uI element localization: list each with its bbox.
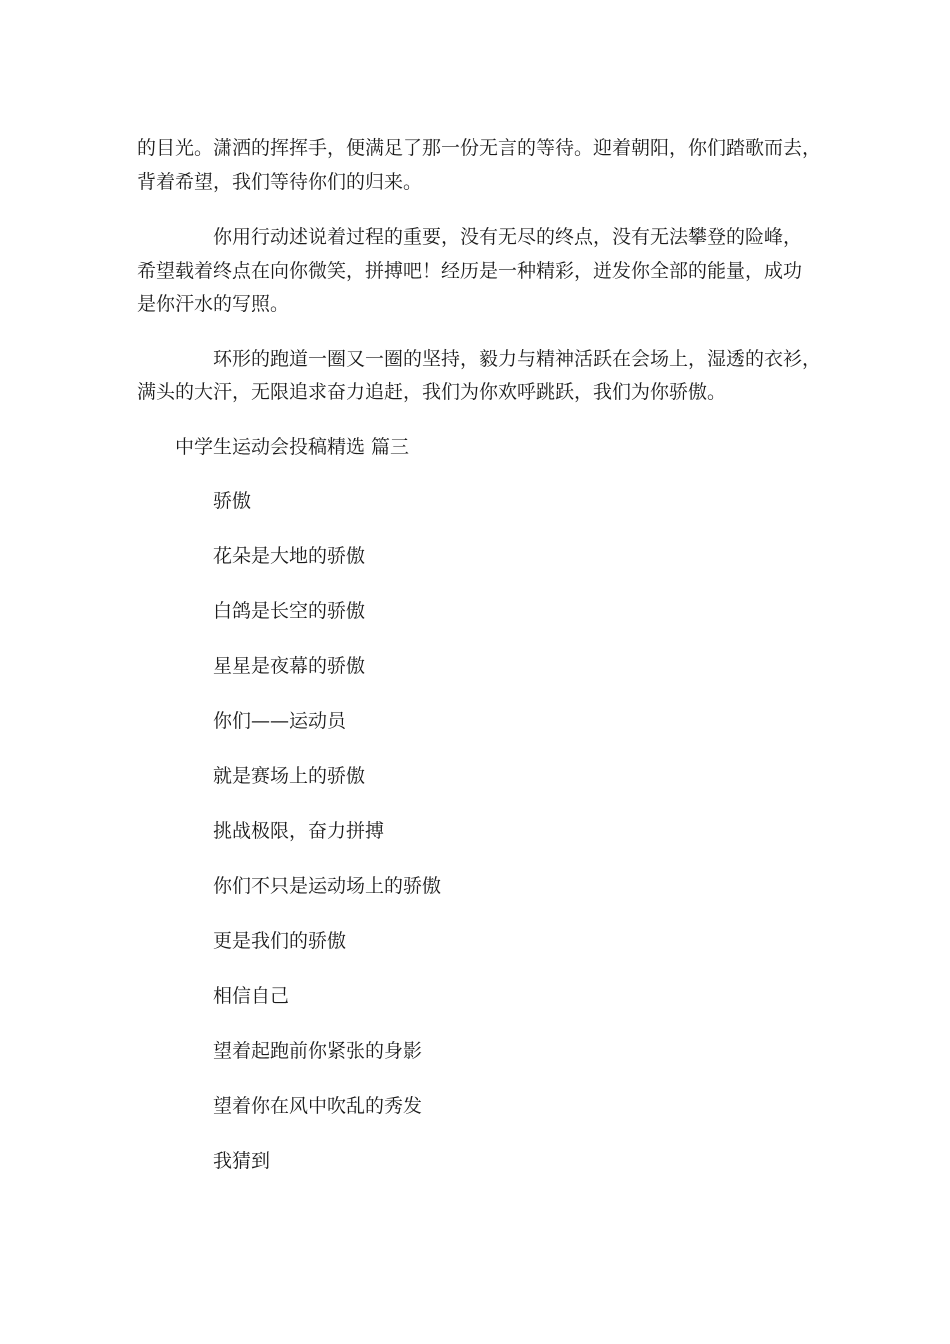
paragraph-3-line-1: 环形的跑道一圈又一圈的坚持，毅力与精神活跃在会场上，湿透的衣衫， (213, 348, 822, 370)
section-heading: 中学生运动会投稿精选 篇三 (175, 436, 410, 458)
poem-line: 你们不只是运动场上的骄傲 (213, 875, 442, 897)
poem-line: 更是我们的骄傲 (213, 930, 347, 952)
paragraph-2-line-1: 你用行动述说着过程的重要，没有无尽的终点，没有无法攀登的险峰， (213, 226, 803, 248)
poem-line: 星星是夜幕的骄傲 (213, 655, 366, 677)
paragraph-2-line-3: 是你汗水的写照。 (137, 293, 290, 315)
poem-line: 望着你在风中吹乱的秀发 (213, 1095, 423, 1117)
poem-line: 骄傲 (213, 490, 252, 512)
paragraph-1-line-2: 背着希望，我们等待你们的归来。 (137, 171, 423, 193)
poem-line: 花朵是大地的骄傲 (213, 545, 366, 567)
paragraph-2-line-2: 希望载着终点在向你微笑，拼搏吧！经历是一种精彩，迸发你全部的能量，成功 (137, 260, 803, 282)
poem-line: 挑战极限，奋力拼搏 (213, 820, 385, 842)
poem-line: 望着起跑前你紧张的身影 (213, 1040, 423, 1062)
poem-line: 白鸽是长空的骄傲 (213, 600, 366, 622)
poem-line: 你们——运动员 (213, 710, 347, 732)
poem-line: 相信自己 (213, 985, 290, 1007)
poem-line: 我猜到 (213, 1150, 271, 1172)
poem-line: 就是赛场上的骄傲 (213, 765, 366, 787)
paragraph-3-line-2: 满头的大汗，无限追求奋力追赶，我们为你欢呼跳跃，我们为你骄傲。 (137, 381, 727, 403)
paragraph-1-line-1: 的目光。潇洒的挥挥手，便满足了那一份无言的等待。迎着朝阳，你们踏歌而去， (137, 137, 822, 159)
